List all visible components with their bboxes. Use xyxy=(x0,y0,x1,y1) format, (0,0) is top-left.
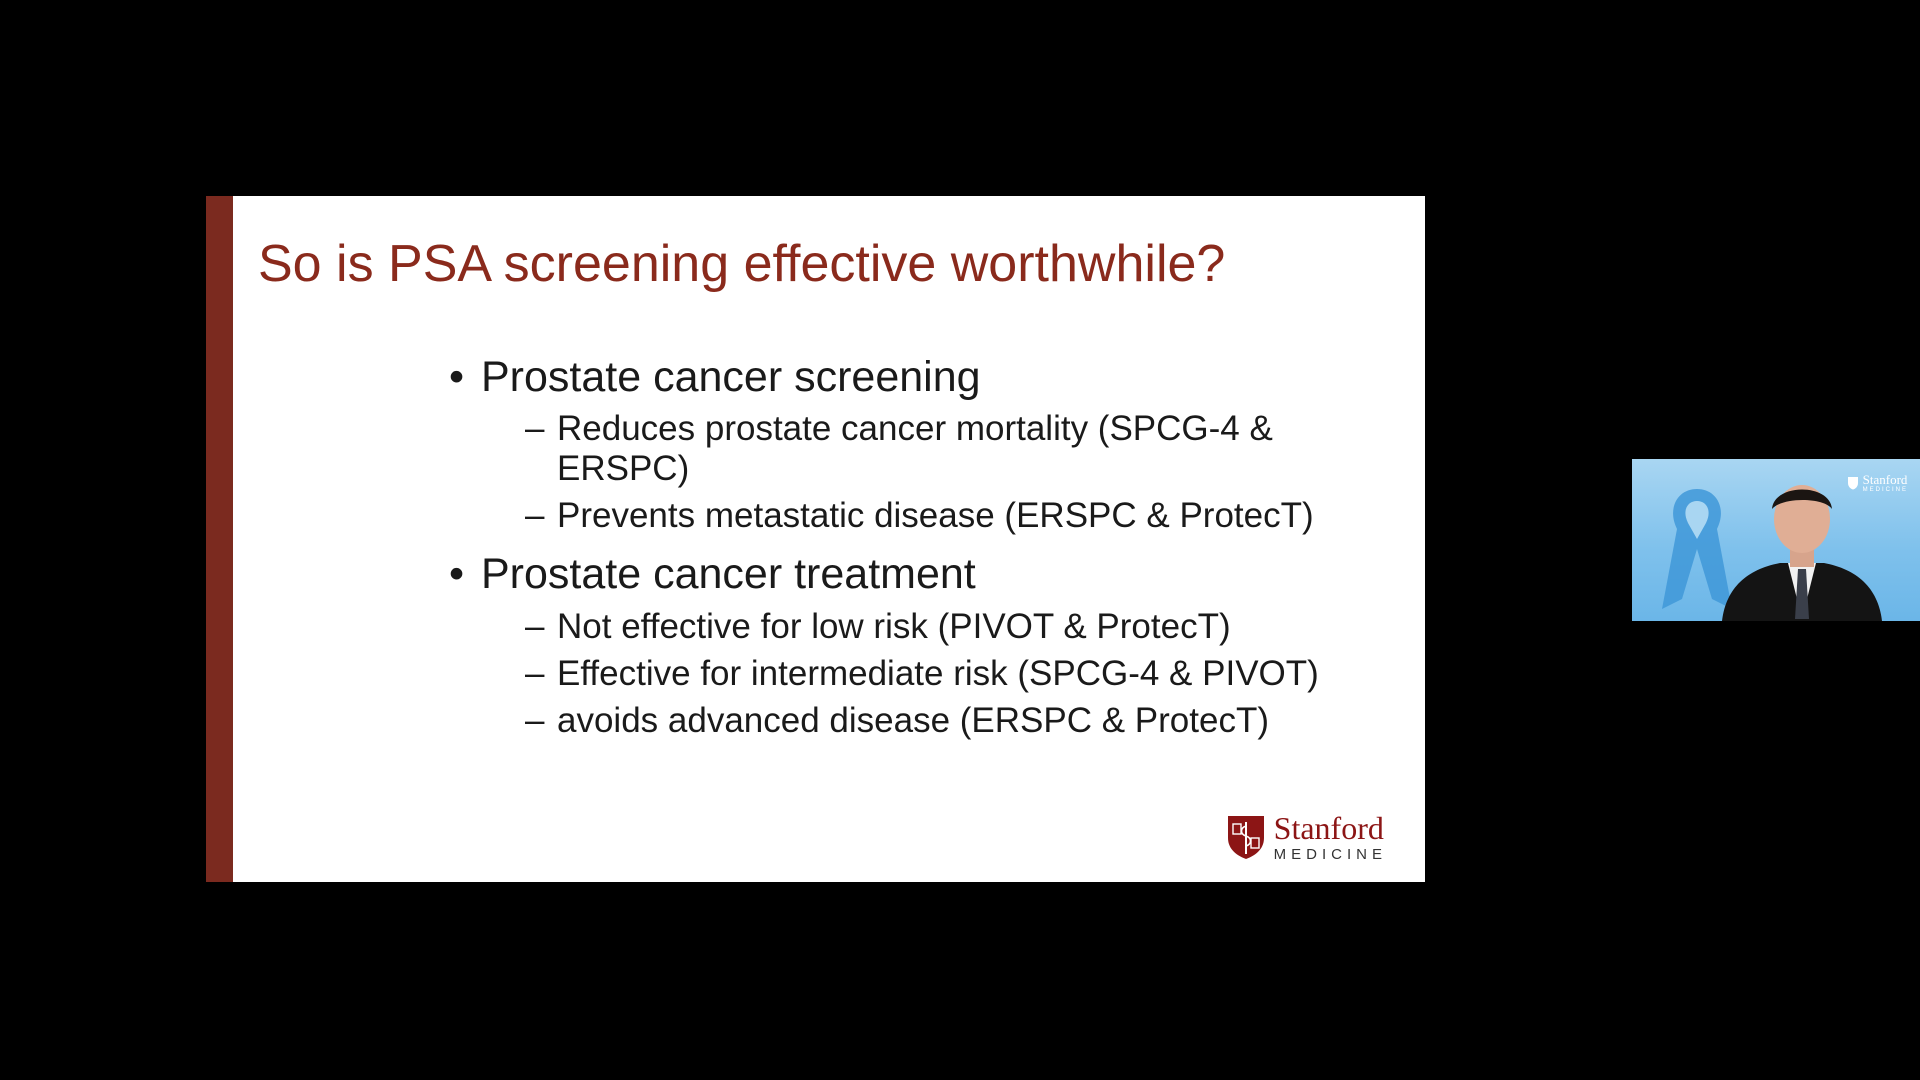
bullet-dot-icon: • xyxy=(449,353,465,401)
webcam-logo-subtitle: MEDICINE xyxy=(1862,487,1908,493)
sub-bullet-text: Prevents metastatic disease (ERSPC & ProtecT) xyxy=(557,496,1314,536)
webcam-stanford-logo xyxy=(1847,473,1908,493)
slide-title: So is PSA screening effective worthwhile? xyxy=(258,235,1226,293)
sub-bullet-text: Reduces prostate cancer mortality (SPCG-4 & ERSPC) xyxy=(557,409,1273,489)
bullet-text: Prostate cancer screening xyxy=(481,353,981,401)
dash-icon: – xyxy=(525,700,545,740)
dash-icon: – xyxy=(525,409,545,449)
sub-bullet-text: Effective for intermediate risk (SPCG-4 & PIVOT) xyxy=(557,653,1319,693)
dash-icon: – xyxy=(525,496,545,536)
dash-icon: – xyxy=(525,653,545,693)
logo-name: Stanford xyxy=(1273,810,1384,846)
slide-body xyxy=(449,354,1379,748)
slide-accent-bar xyxy=(206,196,233,882)
sub-bullet xyxy=(525,409,1379,489)
bullet-treatment xyxy=(449,551,1379,598)
presentation-slide xyxy=(206,196,1425,882)
bullet-screening xyxy=(449,354,1379,401)
dash-icon: – xyxy=(525,606,545,646)
stanford-shield-icon xyxy=(1847,476,1859,490)
presenter-webcam-tile[interactable] xyxy=(1632,459,1920,621)
sub-bullet xyxy=(525,654,1379,694)
webcam-logo-name: Stanford xyxy=(1862,472,1908,487)
sub-bullet-text: Not effective for low risk (PIVOT & ProtecT) xyxy=(557,606,1231,646)
sub-bullet-text: avoids advanced disease (ERSPC & ProtecT) xyxy=(557,700,1269,740)
logo-subtitle: MEDICINE xyxy=(1273,846,1387,863)
sub-bullet xyxy=(525,496,1379,536)
bullet-text: Prostate cancer treatment xyxy=(481,550,976,599)
sub-bullet xyxy=(525,607,1379,647)
bullet-dot-icon: • xyxy=(449,550,465,599)
sub-bullet xyxy=(525,701,1379,741)
stanford-shield-icon xyxy=(1226,814,1266,860)
stanford-medicine-logo xyxy=(1226,812,1387,862)
